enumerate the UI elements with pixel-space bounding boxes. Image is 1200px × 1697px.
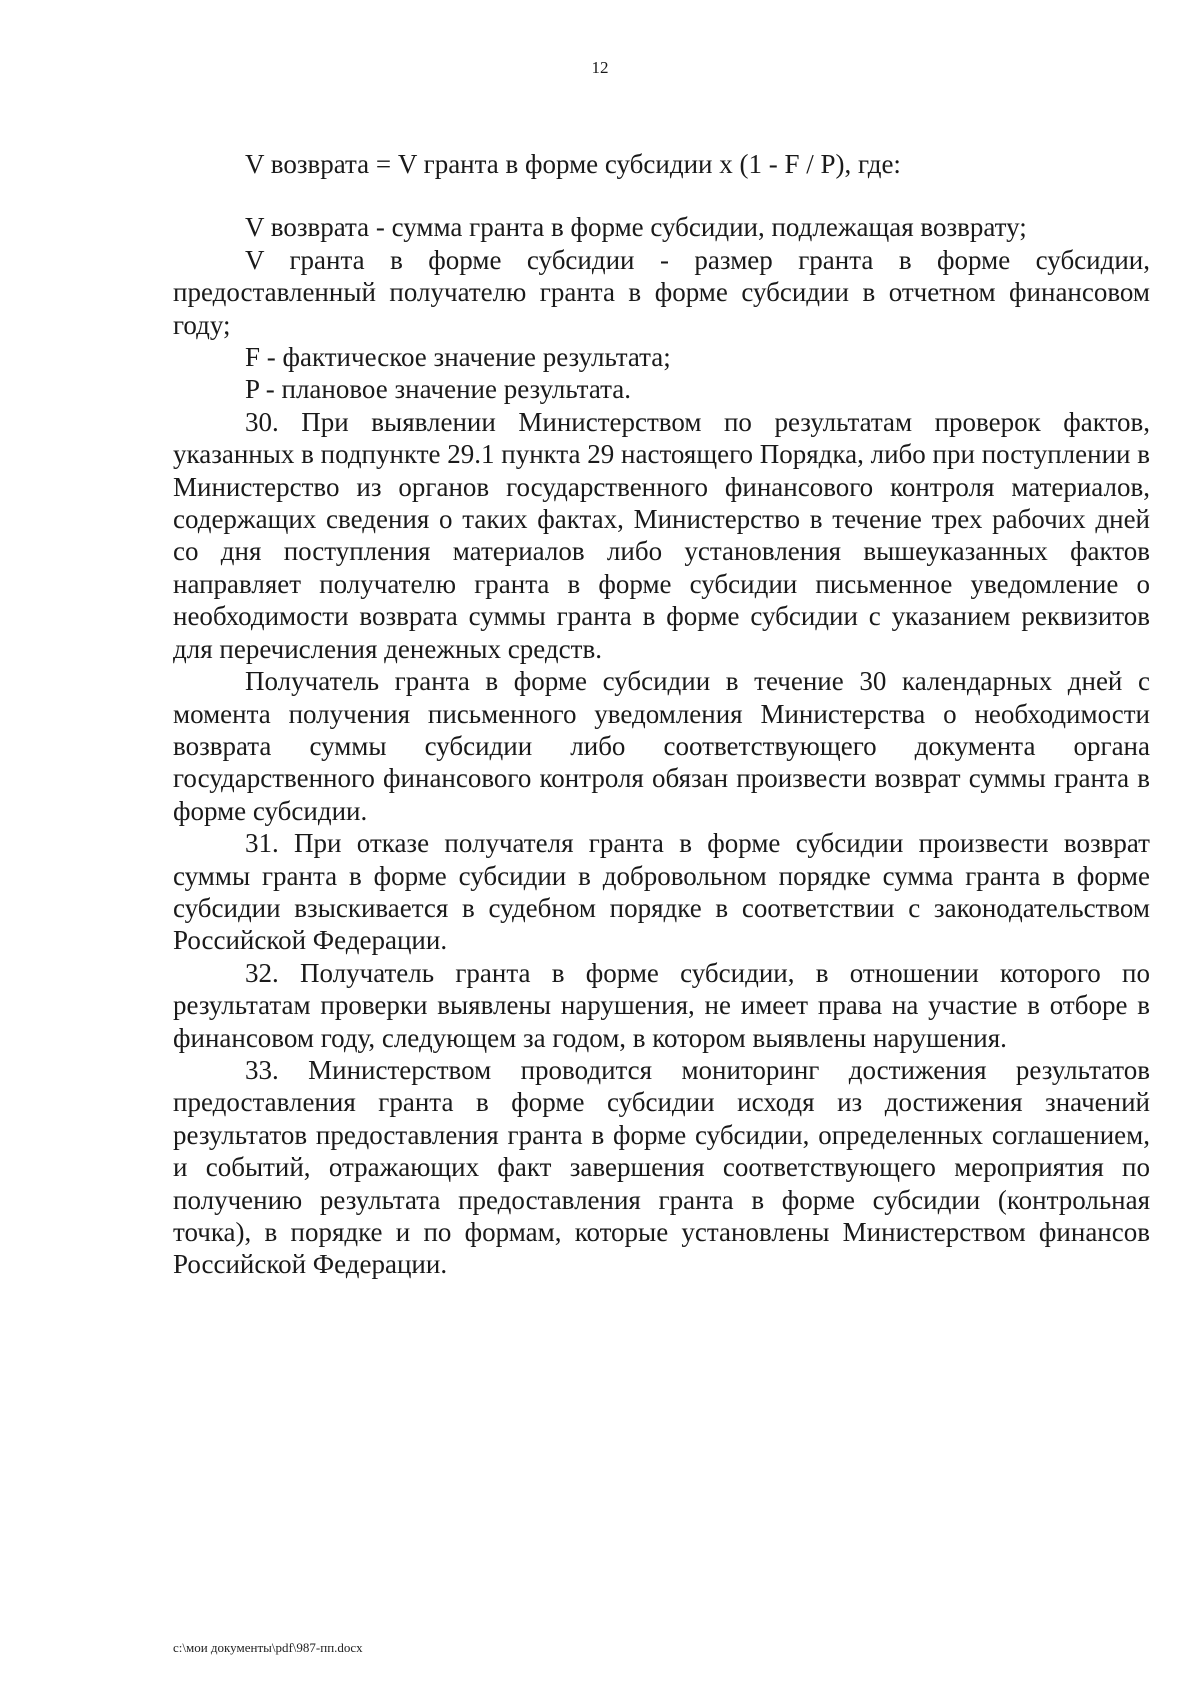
clause-30-continuation: Получатель гранта в форме субсидии в течение 30 календарных дней с момента получения письменного уведомления Министерства о необходимости возврата суммы субсидии либо соответствующего документа органа государственного финансового контроля обязан произвести возврат суммы гранта в форме субсидии. bbox=[173, 666, 1150, 826]
document-body bbox=[173, 148, 1150, 1281]
definition-v-return: V возврата - сумма гранта в форме субсидии, подлежащая возврату; bbox=[245, 212, 1027, 243]
formula-paragraph: V возврата = V гранта в форме субсидии x (1 - F / P), где: bbox=[245, 149, 901, 179]
footer-file-path: c:\мои документы\pdf\987-пп.docx bbox=[173, 1640, 363, 1655]
clause-32: 32. Получатель гранта в форме субсидии, в отношении которого по результатам проверки выявлены нарушения, не имеет права на участие в отборе в финансовом году, следующем за годом, в котором выявлены нарушения. bbox=[173, 957, 1150, 1053]
definition-f: F - фактическое значение результата; bbox=[245, 342, 671, 373]
clause-30: 30. При выявлении Министерством по результатам проверок фактов, указанных в подпункте 29.1 пункта 29 настоящего Порядка, либо при поступлении в Министерство из органов государственного финансового контроля материалов, содержащих сведения о таких фактах, Министерство в течение трех рабочих дней со дня поступления материалов либо установления вышеуказанных фактов направляет получателю гранта в форме субсидии письменное уведомление о необходимости возврата суммы гранта в форме субсидии с указанием реквизитов для перечисления денежных средств. bbox=[173, 406, 1150, 664]
page-number: 12 bbox=[591, 58, 609, 77]
definition-p: P - плановое значение результата. bbox=[245, 374, 631, 405]
clause-33: 33. Министерством проводится мониторинг достижения результатов предоставления гранта в форме субсидии исходя из достижения значений результатов предоставления гранта в форме субсидии, определенных соглашением, и событий, отражающих факт завершения соответствующего мероприятия по получению результата предоставления гранта в форме субсидии (контрольная точка), в порядке и по формам, которые установлены Министерством финансов Российской Федерации. bbox=[173, 1054, 1150, 1280]
definition-v-grant: V гранта в форме субсидии - размер гранта в форме субсидии, предоставленный получателю гранта в форме субсидии в отчетном финансовом году; bbox=[173, 244, 1150, 340]
clause-31: 31. При отказе получателя гранта в форме субсидии произвести возврат суммы гранта в форме субсидии в добровольном порядке сумма гранта в форме субсидии взыскивается в судебном порядке в соответствии с законодательством Российской Федерации. bbox=[173, 828, 1150, 956]
